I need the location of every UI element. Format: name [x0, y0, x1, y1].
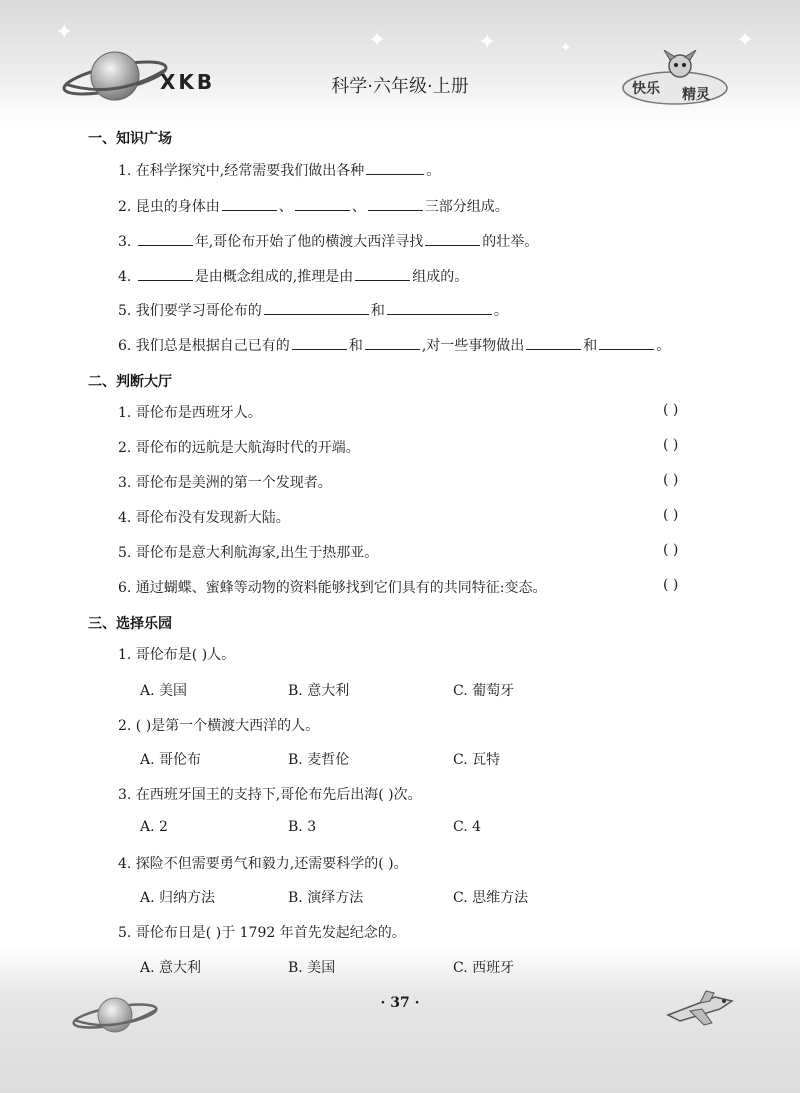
choice-option[interactable]: C. 思维方法 [453, 890, 529, 906]
choice-option[interactable]: A. 哥伦布 [140, 752, 202, 768]
question-text: 和 [370, 303, 385, 319]
choice-option[interactable]: A. 意大利 [140, 960, 202, 976]
choice-question: 1. 哥伦布是( )人。 [118, 647, 236, 663]
choice-question: 4. 探险不但需要勇气和毅力,还需要科学的( )。 [118, 856, 408, 872]
question-text: 2. 昆虫的身体由 [118, 199, 220, 215]
answer-blank[interactable] [599, 335, 654, 350]
choice-option[interactable]: C. 瓦特 [453, 752, 501, 768]
answer-blank[interactable] [264, 300, 369, 315]
answer-blank[interactable] [368, 196, 423, 211]
answer-parentheses[interactable]: ( ) [663, 472, 679, 488]
question-text: 三部分组成。 [424, 199, 509, 215]
question-text: ,对一些事物做出 [421, 338, 525, 354]
answer-blank[interactable] [295, 196, 350, 211]
choice-option[interactable]: B. 意大利 [288, 683, 350, 699]
fill-question [118, 335, 670, 355]
judge-question: 6. 通过蝴蝶、蜜蜂等动物的资料能够找到它们具有的共同特征:变态。 [118, 580, 547, 596]
choice-option[interactable]: C. 西班牙 [453, 960, 515, 976]
answer-blank[interactable] [365, 335, 420, 350]
choice-option[interactable]: A. 美国 [140, 683, 188, 699]
question-text: 3. [118, 234, 136, 250]
section-heading: 一、知识广场 [88, 131, 172, 147]
choice-question: 3. 在西班牙国王的支持下,哥伦布先后出海( )次。 [118, 787, 422, 803]
answer-parentheses[interactable]: ( ) [663, 542, 679, 558]
page-number: · 37 · [380, 995, 420, 1011]
choice-option[interactable]: C. 4 [453, 819, 482, 835]
answer-blank[interactable] [526, 335, 581, 350]
section-heading: 三、选择乐园 [88, 616, 172, 632]
question-text: 5. 我们要学习哥伦布的 [118, 303, 262, 319]
answer-blank[interactable] [292, 335, 347, 350]
choice-question: 2. ( )是第一个横渡大西洋的人。 [118, 718, 320, 734]
question-text: 和 [583, 338, 598, 354]
sparkle-icon: ✦ [55, 20, 74, 45]
fill-question [118, 196, 509, 216]
question-text: 、 [278, 199, 293, 215]
question-text: 是由概念组成的,推理是由 [194, 269, 354, 285]
question-text: 和 [348, 338, 363, 354]
question-text: 。 [493, 303, 508, 319]
question-text: 年,哥伦布开始了他的横渡大西洋寻找 [194, 234, 424, 250]
page-title: 科学·六年级·上册 [331, 76, 469, 97]
answer-parentheses[interactable]: ( ) [663, 507, 679, 523]
space-shuttle-icon [660, 985, 740, 1030]
judge-question: 4. 哥伦布没有发现新大陆。 [118, 510, 290, 526]
choice-option[interactable]: B. 美国 [288, 960, 336, 976]
sparkle-icon: ✦ [478, 30, 497, 55]
question-text: 。 [426, 163, 441, 179]
answer-parentheses[interactable]: ( ) [663, 402, 679, 418]
answer-blank[interactable] [355, 266, 410, 281]
answer-blank[interactable] [387, 300, 492, 315]
judge-question: 1. 哥伦布是西班牙人。 [118, 405, 262, 421]
judge-question: 3. 哥伦布是美洲的第一个发现者。 [118, 475, 332, 491]
saturn-planet-icon [60, 40, 170, 110]
fill-question [118, 300, 508, 320]
choice-question: 5. 哥伦布日是( )于 1792 年首先发起纪念的。 [118, 925, 406, 941]
question-text: 6. 我们总是根据自己已有的 [118, 338, 290, 354]
answer-blank[interactable] [138, 231, 193, 246]
choice-option[interactable]: A. 归纳方法 [140, 890, 216, 906]
mascot-logo [620, 50, 730, 110]
question-text: 4. [118, 269, 136, 285]
choice-option[interactable]: B. 3 [288, 819, 317, 835]
answer-blank[interactable] [138, 266, 193, 281]
answer-blank[interactable] [222, 196, 277, 211]
choice-option[interactable]: C. 葡萄牙 [453, 683, 515, 699]
fill-question [118, 266, 468, 286]
logo-text: 快乐 [632, 81, 660, 97]
choice-option[interactable]: A. 2 [140, 819, 168, 835]
answer-blank[interactable] [425, 231, 480, 246]
choice-option[interactable]: B. 麦哲伦 [288, 752, 350, 768]
question-text: 。 [656, 338, 671, 354]
question-text: 组成的。 [412, 269, 469, 285]
sparkle-icon: ✦ [560, 40, 572, 56]
answer-parentheses[interactable]: ( ) [663, 577, 679, 593]
sparkle-icon: ✦ [368, 28, 387, 53]
answer-blank[interactable] [366, 160, 424, 175]
question-text: 的壮举。 [482, 234, 539, 250]
answer-parentheses[interactable]: ( ) [663, 437, 679, 453]
fill-question [118, 231, 538, 251]
sparkle-icon: ✦ [736, 28, 755, 53]
fill-question [118, 160, 440, 180]
brand-mark: XKB [160, 70, 216, 94]
question-text: 、 [351, 199, 366, 215]
logo-text: 精灵 [682, 87, 710, 103]
section-heading: 二、判断大厅 [88, 374, 172, 390]
saturn-planet-icon [70, 990, 160, 1040]
question-text: 1. 在科学探究中,经常需要我们做出各种 [118, 163, 365, 179]
choice-option[interactable]: B. 演绎方法 [288, 890, 364, 906]
judge-question: 5. 哥伦布是意大利航海家,出生于热那亚。 [118, 545, 379, 561]
judge-question: 2. 哥伦布的远航是大航海时代的开端。 [118, 440, 360, 456]
